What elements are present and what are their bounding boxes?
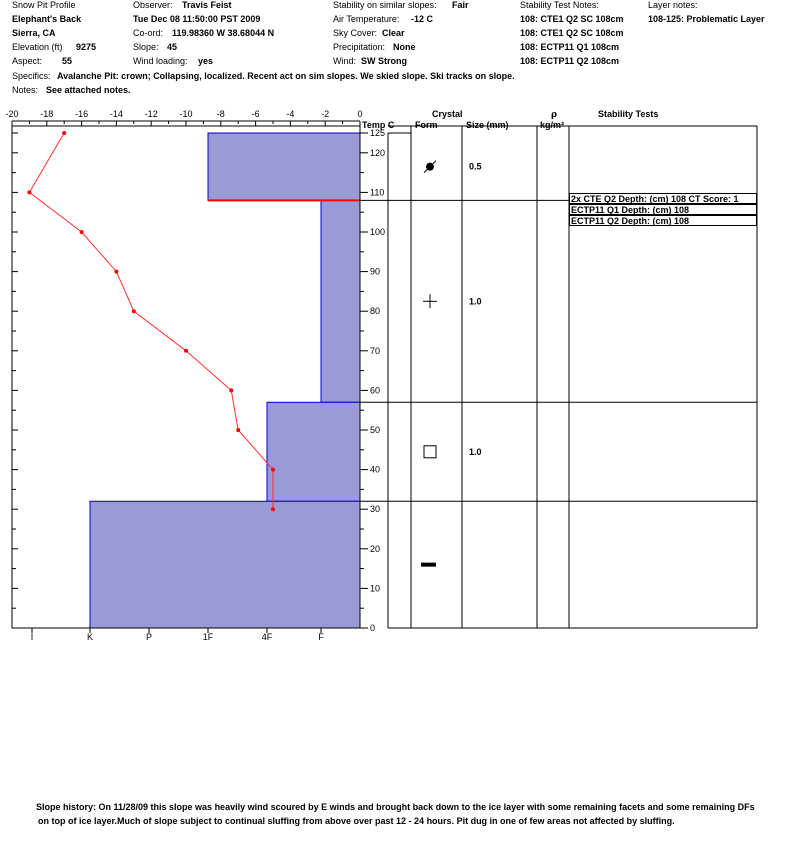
temp-point bbox=[236, 428, 240, 432]
slope-history-line2: on top of ice layer.Much of slope subject to continual sluffing from above over past 12 - 24 hours. Pit dug in one of few areas not affected by sluffing. bbox=[38, 816, 675, 826]
layer-notes-value: 108-125: Problematic Layer bbox=[648, 14, 765, 24]
precip-value: None bbox=[393, 42, 416, 52]
hardness-tick-label: 1F bbox=[202, 632, 214, 642]
slope-value: 45 bbox=[167, 42, 178, 52]
height-tick-label: 100 bbox=[370, 227, 386, 237]
stab-note-4: 108: ECTP11 Q2 108cm bbox=[520, 56, 620, 66]
temp-point bbox=[114, 270, 118, 274]
height-tick-label: 110 bbox=[370, 187, 385, 198]
height-tick-label: 20 bbox=[370, 543, 381, 554]
stability-label: Stability on similar slopes: bbox=[333, 0, 437, 10]
temp-tick-label: -16 bbox=[75, 109, 89, 119]
layer-size-2: 1.0 bbox=[469, 296, 482, 307]
temp-point bbox=[27, 190, 31, 194]
hardness-tick-label: 4F bbox=[261, 632, 273, 642]
stability-test-2: ECTP11 Q1 Depth: (cm) 108 bbox=[569, 204, 757, 215]
precip-label: Precipitation: bbox=[333, 42, 386, 52]
height-tick-label: 80 bbox=[370, 306, 381, 317]
coord-value: 119.98360 W 38.68044 N bbox=[172, 28, 275, 38]
height-tick-label: 120 bbox=[370, 147, 386, 158]
temp-tick-label: -12 bbox=[144, 109, 158, 119]
stab-note-2: 108: CTE1 Q2 SC 108cm bbox=[520, 28, 624, 38]
wind-value: SW Strong bbox=[361, 56, 407, 66]
crystal-forms bbox=[421, 161, 482, 567]
stability-test-1: 2x CTE Q2 Depth: (cm) 108 CT Score: 1 bbox=[569, 193, 757, 204]
height-tick-label: 30 bbox=[370, 504, 381, 515]
wind-loading-label: Wind loading: bbox=[133, 56, 188, 66]
sky-value: Clear bbox=[382, 28, 405, 38]
height-tick-label: 125 bbox=[370, 128, 386, 138]
notes-label: Notes: bbox=[12, 85, 39, 95]
hardness-tick-label: I bbox=[30, 632, 34, 642]
region: Sierra, CA bbox=[12, 28, 56, 38]
observer-value: Travis Feist bbox=[182, 0, 232, 10]
height-tick-label: 50 bbox=[370, 425, 381, 435]
title: Snow Pit Profile bbox=[12, 0, 76, 10]
faceted-crystal-icon bbox=[424, 446, 436, 458]
temp-point bbox=[132, 309, 136, 313]
temp-tick-label: -2 bbox=[321, 109, 330, 119]
height-tick-label: 60 bbox=[370, 385, 381, 396]
elevation-label: Elevation (ft) bbox=[12, 42, 63, 52]
height-tick-label: 40 bbox=[370, 464, 381, 475]
specifics-label: Specifics: bbox=[12, 71, 51, 81]
temp-point bbox=[184, 349, 188, 353]
crystal-col-header: Crystal bbox=[432, 109, 463, 119]
temp-point bbox=[271, 507, 275, 511]
form-col-header: Form bbox=[415, 120, 438, 130]
stab-note-1: 108: CTE1 Q2 SC 108cm bbox=[520, 14, 624, 24]
slope-history-line1: Slope history: On 11/28/09 this slope was heavily wind scoured by E winds and brought back down to the ice layer with some remaining facets and some remaining DFs bbox=[36, 802, 755, 812]
temp-point bbox=[62, 131, 66, 135]
specifics-value: Avalanche Pit: crown; Collapsing, localized. Recent act on sim slopes. We skied slope. Ski tracks on slope. bbox=[57, 71, 515, 81]
height-tick-label: 70 bbox=[370, 345, 381, 356]
hardness-layer-4 bbox=[90, 501, 360, 628]
stab-note-3: 108: ECTP11 Q1 108cm bbox=[520, 42, 620, 52]
stab-notes-label: Stability Test Notes: bbox=[520, 0, 599, 10]
wind-loading-value: yes bbox=[198, 56, 214, 66]
temp-tick-label: -14 bbox=[109, 109, 123, 119]
aspect-label: Aspect: bbox=[12, 56, 43, 66]
layer-size-3: 1.0 bbox=[469, 446, 482, 457]
temp-col-header: Temp C bbox=[362, 120, 395, 130]
layer-notes-label: Layer notes: bbox=[648, 0, 698, 10]
slope-label: Slope: bbox=[133, 42, 159, 52]
hardness-layer-1 bbox=[208, 133, 360, 200]
layer-size-1: 0.5 bbox=[469, 161, 482, 172]
rho-unit-header: kg/m³ bbox=[540, 120, 565, 130]
slope-history bbox=[36, 800, 796, 828]
temp-point bbox=[229, 388, 233, 392]
sky-label: Sky Cover: bbox=[333, 28, 378, 38]
temp-tick-label: 0 bbox=[357, 109, 363, 119]
rho-col-header: ρ bbox=[551, 110, 557, 120]
wind-label: Wind: bbox=[333, 56, 357, 66]
height-tick-label: 10 bbox=[370, 583, 381, 594]
datetime: Tue Dec 08 11:50:00 PST 2009 bbox=[133, 14, 261, 24]
stability-value: Fair bbox=[452, 0, 469, 10]
stability-test-3: ECTP11 Q2 Depth: (cm) 108 bbox=[569, 215, 757, 226]
temp-axis bbox=[5, 109, 362, 126]
ice-layer-icon bbox=[421, 563, 436, 567]
temp-point bbox=[271, 468, 275, 472]
location-name: Elephant's Back bbox=[12, 14, 82, 24]
temp-tick-label: -20 bbox=[5, 109, 19, 119]
rounding-faceted-icon-slash bbox=[424, 161, 436, 173]
hardness-tick-label: F bbox=[318, 632, 324, 642]
observer-label: Observer: bbox=[133, 0, 173, 10]
temp-point bbox=[80, 230, 84, 234]
hardness-layers bbox=[90, 133, 360, 628]
hardness-layer-3 bbox=[267, 402, 360, 501]
air-temp-value: -12 C bbox=[411, 14, 434, 24]
elevation-value: 9275 bbox=[76, 42, 97, 52]
height-tick-label: 0 bbox=[370, 623, 376, 633]
notes-value: See attached notes. bbox=[46, 85, 131, 95]
temp-tick-label: -10 bbox=[179, 109, 193, 119]
temp-tick-label: -8 bbox=[216, 109, 225, 119]
size-col-header: Size (mm) bbox=[466, 120, 509, 130]
air-temp-label: Air Temperature: bbox=[333, 14, 400, 24]
coord-label: Co-ord: bbox=[133, 28, 164, 38]
aspect-value: 55 bbox=[62, 56, 73, 66]
hardness-tick-label: K bbox=[86, 632, 94, 642]
hardness-layer-2 bbox=[321, 200, 360, 402]
height-tick-label: 90 bbox=[370, 266, 381, 277]
temp-tick-label: -18 bbox=[40, 109, 54, 119]
hardness-tick-label: P bbox=[145, 632, 153, 642]
temp-tick-label: -4 bbox=[286, 109, 295, 119]
hardness-axis bbox=[31, 628, 325, 642]
temp-tick-label: -6 bbox=[251, 109, 260, 119]
stability-tests-header: Stability Tests bbox=[598, 109, 659, 119]
